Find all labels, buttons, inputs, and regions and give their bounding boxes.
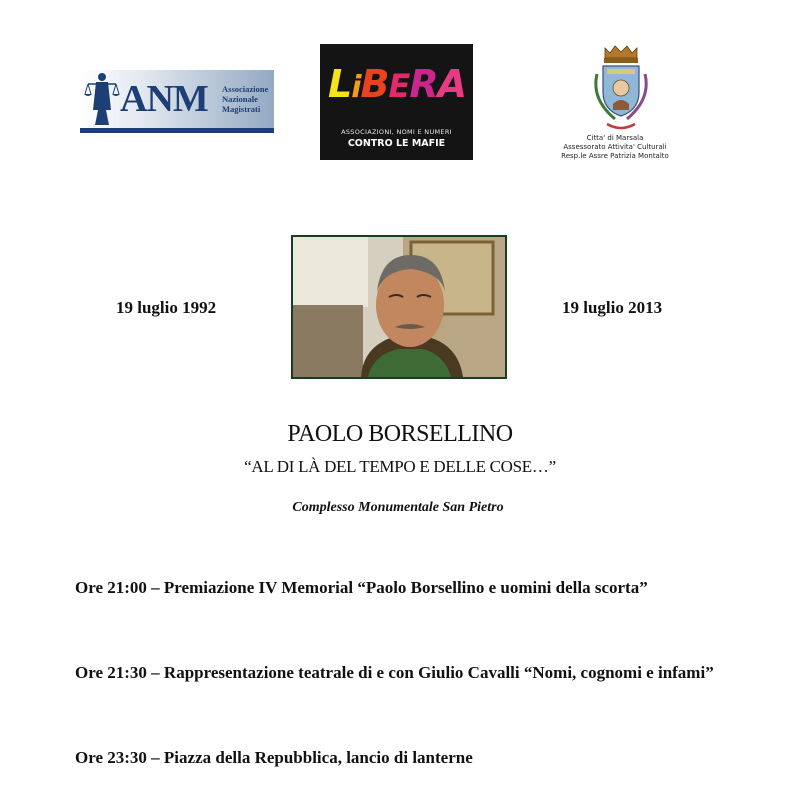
event-item: Ore 21:30 – Rappresentazione teatrale di e con Giulio Cavalli “Nomi, cognomi e infami” xyxy=(75,663,714,682)
libera-letter: E xyxy=(388,67,410,105)
anm-subtitle-line: Associazione xyxy=(222,84,269,94)
libera-wordmark xyxy=(328,62,466,106)
libera-motto: CONTRO LE MAFIE xyxy=(347,138,446,149)
anm-subtitle-line: Nazionale xyxy=(222,94,258,104)
anm-logo-rule xyxy=(80,128,274,133)
marsala-crest-icon xyxy=(585,44,657,134)
end-date: 19 luglio 2013 xyxy=(562,298,663,317)
portrait-photo xyxy=(291,235,507,379)
libera-letter: A xyxy=(437,62,467,106)
marsala-caption-line: Resp.le Assre Patrizia Montalto xyxy=(561,152,669,160)
libera-letter: L xyxy=(328,62,352,106)
marsala-caption-line: Assessorato Attivita' Culturali xyxy=(563,143,667,151)
anm-logo xyxy=(80,70,274,134)
justice-statue-icon xyxy=(82,70,122,128)
event-item: Ore 21:00 – Premiazione IV Memorial “Paolo Borsellino e uomini della scorta” xyxy=(75,578,648,597)
portrait-illustration xyxy=(293,237,505,377)
libera-letter: i xyxy=(351,70,361,105)
start-date: 19 luglio 1992 xyxy=(116,298,217,317)
anm-subtitle-line: Magistrati xyxy=(222,104,261,114)
anm-logo-subtitle xyxy=(222,84,268,114)
libera-tagline: ASSOCIAZIONI, NOMI E NUMERI xyxy=(341,128,452,136)
event-item: Ore 23:30 – Piazza della Repubblica, lancio di lanterne xyxy=(75,748,473,767)
anm-logo-title: ANM xyxy=(120,78,208,120)
marsala-caption-line: Citta' di Marsala xyxy=(586,134,644,142)
libera-letter: B xyxy=(360,62,389,106)
libera-logo xyxy=(320,44,473,160)
venue-name: Complesso Monumentale San Pietro xyxy=(292,500,504,515)
marsala-caption xyxy=(555,134,675,161)
libera-letter: R xyxy=(409,62,438,106)
page-title: PAOLO BORSELLINO xyxy=(287,421,513,447)
page-subtitle: “AL DI LÀ DEL TEMPO E DELLE COSE…” xyxy=(244,457,556,476)
